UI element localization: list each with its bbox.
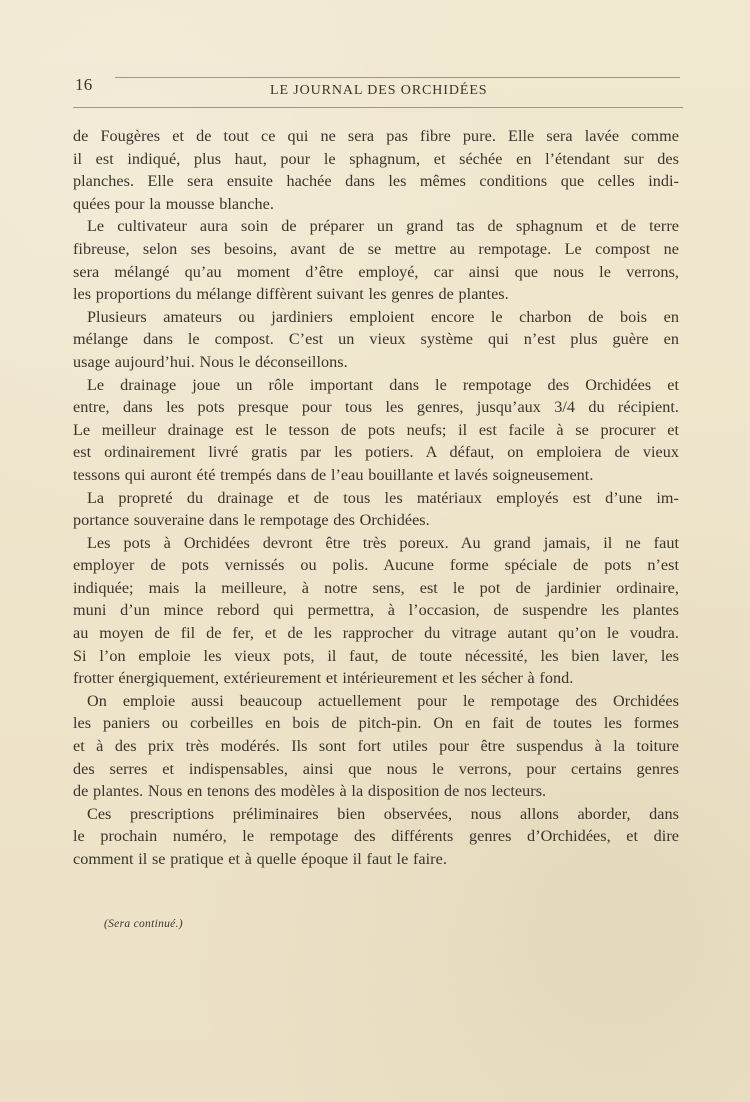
body-line: entre, dans les pots presque pour tous les genres, jusqu’aux 3/4 du récipient. <box>73 398 679 417</box>
body-line: de plantes. Nous en tenons des modèles à la disposition de nos lecteurs. <box>73 782 547 801</box>
page-header <box>73 70 680 115</box>
body-line: les proportions du mélange diffèrent suivant les genres de plantes. <box>73 285 509 304</box>
body-line: planches. Elle sera ensuite hachée dans les mêmes conditions que celles indi- <box>73 172 679 191</box>
body-line: Ces prescriptions préliminaires bien observées, nous allons aborder, dans <box>87 804 679 823</box>
body-line: mélange dans le compost. C’est un vieux système qui n’est plus guère en <box>73 330 679 349</box>
body-line: employer de pots vernissés ou polis. Aucune forme spéciale de pots n’est <box>73 556 679 575</box>
body-line: des serres et indispensables, ainsi que nous le verrons, pour certains genres <box>73 759 679 778</box>
body-line: Si l’on emploie les vieux pots, il faut, de toute nécessité, les bien laver, les <box>73 646 679 665</box>
running-title: LE JOURNAL DES ORCHIDÉES <box>270 83 488 98</box>
body-line: quées pour la mousse blanche. <box>73 194 274 213</box>
body-line: frotter énergiquement, extérieurement et intérieurement et les sécher à fond. <box>73 669 574 688</box>
body-line: usage aujourd’hui. Nous le déconseillons. <box>73 352 348 371</box>
body-line: Le drainage joue un rôle important dans le rempotage des Orchidées et <box>87 375 679 394</box>
body-line: les paniers ou corbeilles en bois de pitch-pin. On en fait de toutes les formes <box>73 714 679 733</box>
body-line: il est indiqué, plus haut, pour le sphagnum, et séchée en l’étendant sur des <box>73 149 679 168</box>
body-line: fibreuse, selon ses besoins, avant de se mettre au rempotage. Le compost ne <box>73 239 679 258</box>
body-line: On emploie aussi beaucoup actuellement pour le rempotage des Orchidées <box>87 691 679 710</box>
continued-note: (Sera continué.) <box>104 918 183 930</box>
header-top-rule <box>115 77 680 78</box>
body-line: sera mélangé qu’au moment d’être employé, car ainsi que nous le verrons, <box>73 262 679 281</box>
body-line: au moyen de fil de fer, et de les rapprocher du vitrage autant qu’on le voudra. <box>73 624 679 643</box>
header-bottom-rule <box>73 107 683 108</box>
body-line: La propreté du drainage et de tous les matériaux employés est d’une im- <box>87 488 679 507</box>
body-line: muni d’un mince rebord qui permettra, à l’occasion, de suspendre les plantes <box>73 601 679 620</box>
body-line: Plusieurs amateurs ou jardiniers emploient encore le charbon de bois en <box>87 307 679 326</box>
body-line: Les pots à Orchidées devront être très poreux. Au grand jamais, il ne faut <box>87 533 679 552</box>
article-body <box>73 125 679 871</box>
body-line: portance souveraine dans le rempotage des Orchidées. <box>73 511 430 530</box>
body-line: et à des prix très modérés. Ils sont fort utiles pour être suspendus à la toiture <box>73 737 679 756</box>
body-line: Le meilleur drainage est le tesson de pots neufs; il est facile à se procurer et <box>73 420 679 439</box>
body-line: est ordinairement livré gratis par les potiers. A défaut, on emploiera de vieux <box>73 443 679 462</box>
body-line: le prochain numéro, le rempotage des différents genres d’Orchidées, et dire <box>73 827 679 846</box>
body-line: tessons qui auront été trempés dans de l’eau bouillante et lavés soigneusement. <box>73 465 594 484</box>
page-number: 16 <box>75 75 93 94</box>
body-line: de Fougères et de tout ce qui ne sera pas fibre pure. Elle sera lavée comme <box>73 127 679 145</box>
body-line: comment il se pratique et à quelle époque il faut le faire. <box>73 850 447 868</box>
body-line: indiquée; mais la meilleure, à notre sens, est le pot de jardinier ordinaire, <box>73 578 679 597</box>
body-line: Le cultivateur aura soin de préparer un grand tas de sphagnum et de terre <box>87 217 679 236</box>
